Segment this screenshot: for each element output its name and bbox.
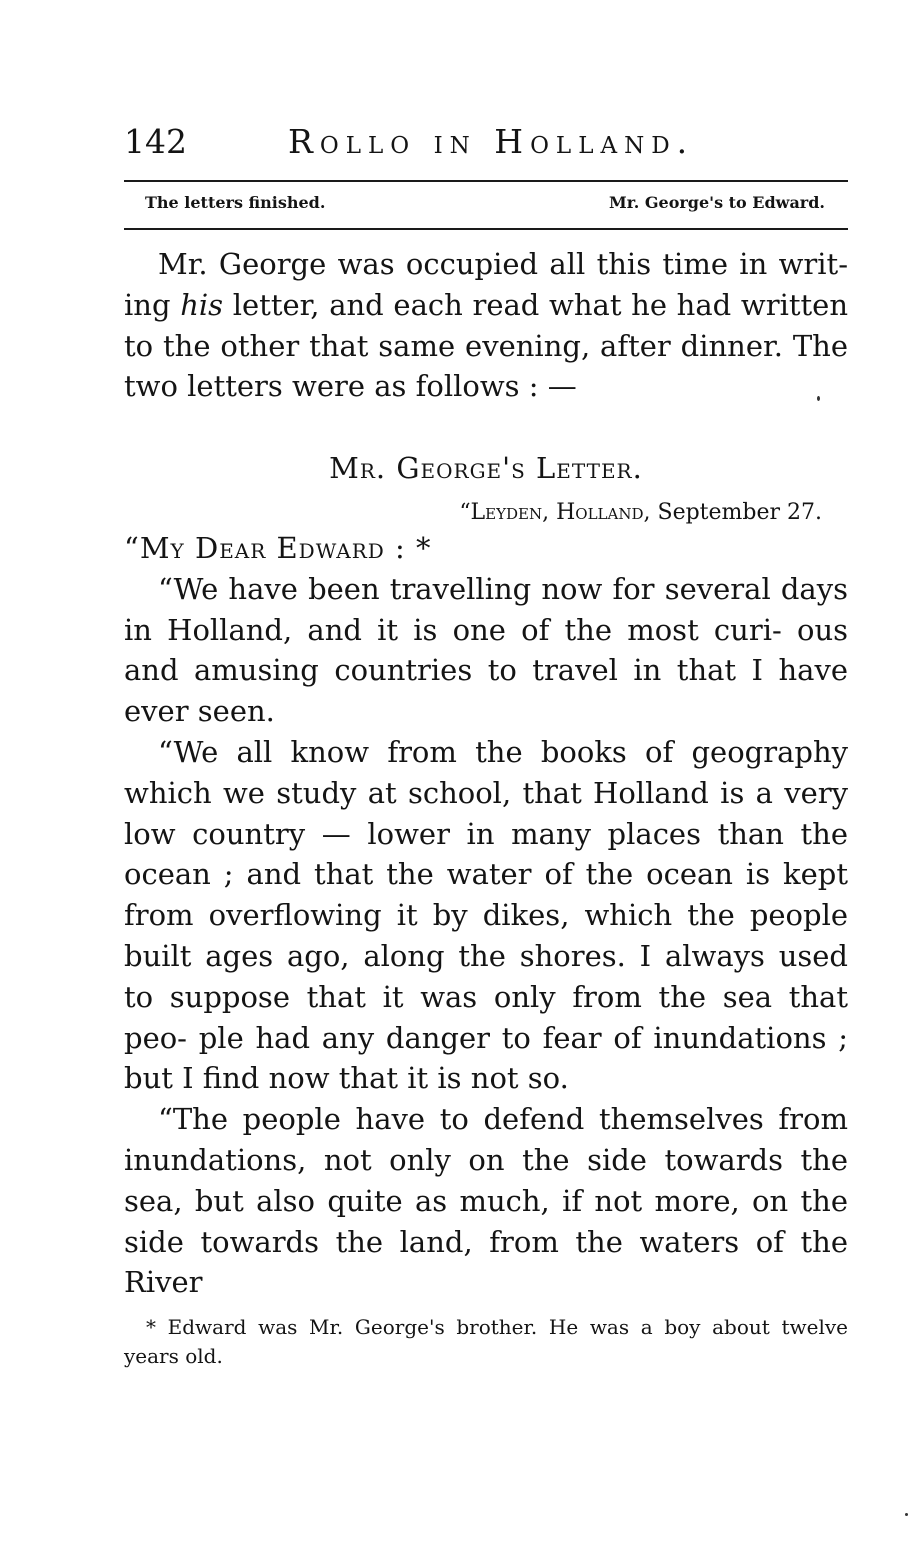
intro-paragraph [124, 244, 848, 407]
dateline-place: “Leyden, Holland, [459, 500, 651, 525]
page-number: 142 [124, 122, 187, 161]
header-rule-top [124, 180, 848, 182]
scan-speck [905, 1513, 908, 1516]
sidenote-right: Mr. George's to Edward. [609, 193, 825, 212]
footnote [124, 1313, 848, 1371]
letter-paragraph-3: “The people have to defend themselves from inundations, not only on the side towards the sea, but also quite as much, if not more, on the side towards the land, from the waters of the River [124, 1102, 848, 1300]
intro-block [124, 244, 848, 407]
salutation: “My Dear Edward : * [124, 531, 432, 565]
intro-text-start: Mr. George was occupied all this time in writ- ing [124, 247, 848, 322]
sidenote-left: The letters finished. [145, 193, 326, 212]
scan-speck [817, 396, 820, 401]
intro-emphasis: his [180, 287, 224, 322]
footnote-text: * Edward was Mr. George's brother. He was a boy about twelve years old. [124, 1315, 848, 1368]
running-title: Rollo in Holland. [288, 122, 695, 161]
dateline [459, 498, 822, 528]
dateline-date: September 27. [657, 500, 822, 525]
letter-paragraph-2: “We all know from the books of geography which we study at school, that Holland is a very low country — lower in many places than the ocean ; and that the water of the ocean is kept from overflowing it by dikes, which the people built ages ago, along the shores. I always used to suppose that it was only from the sea that peo- ple had any danger to fear of inundations ; but I find now that it is not so. [124, 734, 848, 1096]
letter-body [124, 528, 848, 1303]
letter-heading: Mr. George's Letter. [329, 451, 643, 485]
letter-paragraph-1: “We have been travelling now for several days in Holland, and it is one of the most curi- ous and amusing countries to travel in that I have ever seen. [124, 571, 848, 729]
intro-text-end: letter, and each read what he had written to the other that same evening, after dinner. The two letters were as follows : — [124, 287, 849, 404]
header-rule-bottom [124, 228, 848, 230]
